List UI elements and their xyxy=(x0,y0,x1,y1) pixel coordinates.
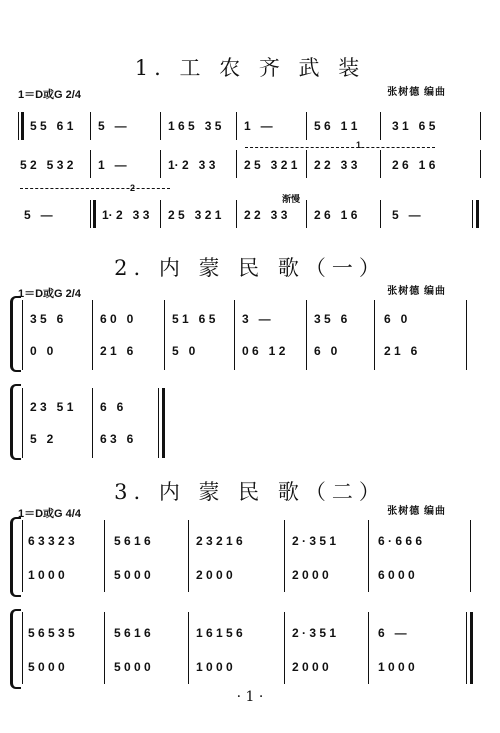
measure-upper: 5 6 1 6 xyxy=(114,534,151,548)
final-barline xyxy=(476,200,479,228)
barline xyxy=(160,200,161,228)
arranger-3: 张树德 编曲 xyxy=(387,506,446,517)
measure: 2 6 1 6 xyxy=(314,208,358,222)
barline xyxy=(164,300,165,370)
measure-upper: 6 — xyxy=(378,626,407,640)
measure: 2 5 3 2 1 xyxy=(244,158,298,172)
barline xyxy=(306,300,307,370)
barline xyxy=(18,112,19,140)
barline xyxy=(466,300,467,370)
barline xyxy=(92,388,93,458)
arranger-1: 张树德 编曲 xyxy=(387,87,446,98)
measure-upper: 3 5 6 xyxy=(314,312,348,326)
barline xyxy=(104,520,105,592)
piece-title-1: 1. 工 农 齐 武 装 xyxy=(134,56,366,80)
volta-bracket-2 xyxy=(20,188,170,189)
measure-upper: 6 3 3 2 3 xyxy=(28,534,75,548)
barline xyxy=(470,520,471,592)
measure: 3 1 6 5 xyxy=(392,119,436,133)
barline xyxy=(380,112,381,140)
volta-label-2: 2 xyxy=(130,183,136,193)
arranger-2: 张树德 编曲 xyxy=(387,286,446,297)
barline xyxy=(22,388,23,458)
barline xyxy=(236,200,237,228)
barline xyxy=(380,150,381,178)
barline xyxy=(306,200,307,228)
barline xyxy=(466,612,467,684)
measure-lower: 1 0 0 0 xyxy=(378,660,415,674)
measure-lower: 5 0 0 0 xyxy=(114,660,151,674)
measure-upper: 2 3 5 1 xyxy=(30,400,74,414)
repeat-barline xyxy=(21,112,24,140)
measure-lower: 6 3 6 xyxy=(100,432,134,446)
barline xyxy=(480,112,481,140)
system-brace xyxy=(10,609,21,689)
barline xyxy=(160,112,161,140)
measure: 5 — xyxy=(392,208,421,222)
barline xyxy=(90,150,91,178)
measure-lower: 2 0 0 0 xyxy=(292,660,329,674)
measure: 2 5 3 2 1 xyxy=(168,208,222,222)
piece-title-2: 2. 内 蒙 民 歌（一） xyxy=(114,256,386,280)
measure-upper: 5 6 1 6 xyxy=(114,626,151,640)
volta-label-1: 1 xyxy=(356,140,362,150)
piece-title-3: 3. 内 蒙 民 歌（二） xyxy=(114,480,386,504)
measure: 5 2 5 3 2 xyxy=(20,158,74,172)
measure-upper: 3 5 6 xyxy=(30,312,64,326)
barline xyxy=(472,200,473,228)
final-barline xyxy=(470,612,473,684)
measure-lower: 2 1 6 xyxy=(100,344,134,358)
tempo-marking: 渐慢 xyxy=(282,194,301,204)
measure-lower: 2 0 0 0 xyxy=(196,568,233,582)
barline xyxy=(234,300,235,370)
measure-upper: 5 1 6 5 xyxy=(172,312,216,326)
barline xyxy=(104,612,105,684)
system-brace xyxy=(10,517,21,597)
barline xyxy=(22,612,23,684)
barline xyxy=(368,612,369,684)
measure: 2 2 3 3 xyxy=(314,158,358,172)
barline xyxy=(90,112,91,140)
barline xyxy=(22,520,23,592)
barline xyxy=(236,112,237,140)
measure-lower: 5 0 xyxy=(172,344,196,358)
measure-lower: 2 1 6 xyxy=(384,344,418,358)
measure-upper: 5 6 5 3 5 xyxy=(28,626,75,640)
system-brace xyxy=(10,296,21,372)
key-signature-3: 1＝D或G 4/4 xyxy=(18,508,81,520)
barline xyxy=(158,388,159,458)
barline xyxy=(374,300,375,370)
barline xyxy=(92,300,93,370)
measure: 5 — xyxy=(24,208,53,222)
system-brace xyxy=(10,384,21,460)
measure: 5 5 6 1 xyxy=(30,119,74,133)
measure: 1· 2 3 3 xyxy=(168,158,216,172)
measure-lower: 2 0 0 0 xyxy=(292,568,329,582)
barline xyxy=(188,612,189,684)
measure-lower: 6 0 xyxy=(314,344,338,358)
measure-upper: 1 6 1 5 6 xyxy=(196,626,243,640)
measure: 5 6 1 1 xyxy=(314,119,358,133)
measure-lower: 1 0 0 0 xyxy=(28,568,65,582)
measure: 1 6 5 3 5 xyxy=(168,119,222,133)
key-signature-2: 1＝D或G 2/4 xyxy=(18,288,81,300)
measure-upper: 6 · 6 6 6 xyxy=(378,534,423,548)
barline xyxy=(284,612,285,684)
measure-upper: 2 · 3 5 1 xyxy=(292,626,337,640)
barline xyxy=(90,200,91,228)
repeat-barline xyxy=(93,200,96,228)
measure-upper: 3 — xyxy=(242,312,271,326)
measure-lower: 5 0 0 0 xyxy=(28,660,65,674)
final-barline xyxy=(162,388,165,458)
volta-bracket-1 xyxy=(245,147,435,148)
barline xyxy=(22,300,23,370)
measure-upper: 6 6 xyxy=(100,400,124,414)
measure-lower: 1 0 0 0 xyxy=(196,660,233,674)
barline xyxy=(380,200,381,228)
measure-upper: 6 0 xyxy=(384,312,408,326)
barline xyxy=(284,520,285,592)
measure-lower: 0 0 xyxy=(30,344,54,358)
barline xyxy=(236,150,237,178)
measure-upper: 2 · 3 5 1 xyxy=(292,534,337,548)
barline xyxy=(480,150,481,178)
measure: 2 2 3 3 xyxy=(244,208,288,222)
barline xyxy=(306,112,307,140)
measure: 2 6 1 6 xyxy=(392,158,436,172)
key-signature-1: 1＝D或G 2/4 xyxy=(18,89,81,101)
measure-lower: 5 0 0 0 xyxy=(114,568,151,582)
measure-upper: 2 3 2 1 6 xyxy=(196,534,243,548)
barline xyxy=(368,520,369,592)
measure: 1 — xyxy=(98,158,127,172)
barline xyxy=(306,150,307,178)
barline xyxy=(160,150,161,178)
barline xyxy=(188,520,189,592)
measure: 1 — xyxy=(244,119,273,133)
page-number: · 1 · xyxy=(236,689,264,705)
measure-lower: 6 0 0 0 xyxy=(378,568,415,582)
measure: 1· 2 3 3 xyxy=(102,208,150,222)
measure-upper: 6 0 0 xyxy=(100,312,134,326)
measure: 5 — xyxy=(98,119,127,133)
measure-lower: 0 6 1 2 xyxy=(242,344,286,358)
measure-lower: 5 2 xyxy=(30,432,54,446)
